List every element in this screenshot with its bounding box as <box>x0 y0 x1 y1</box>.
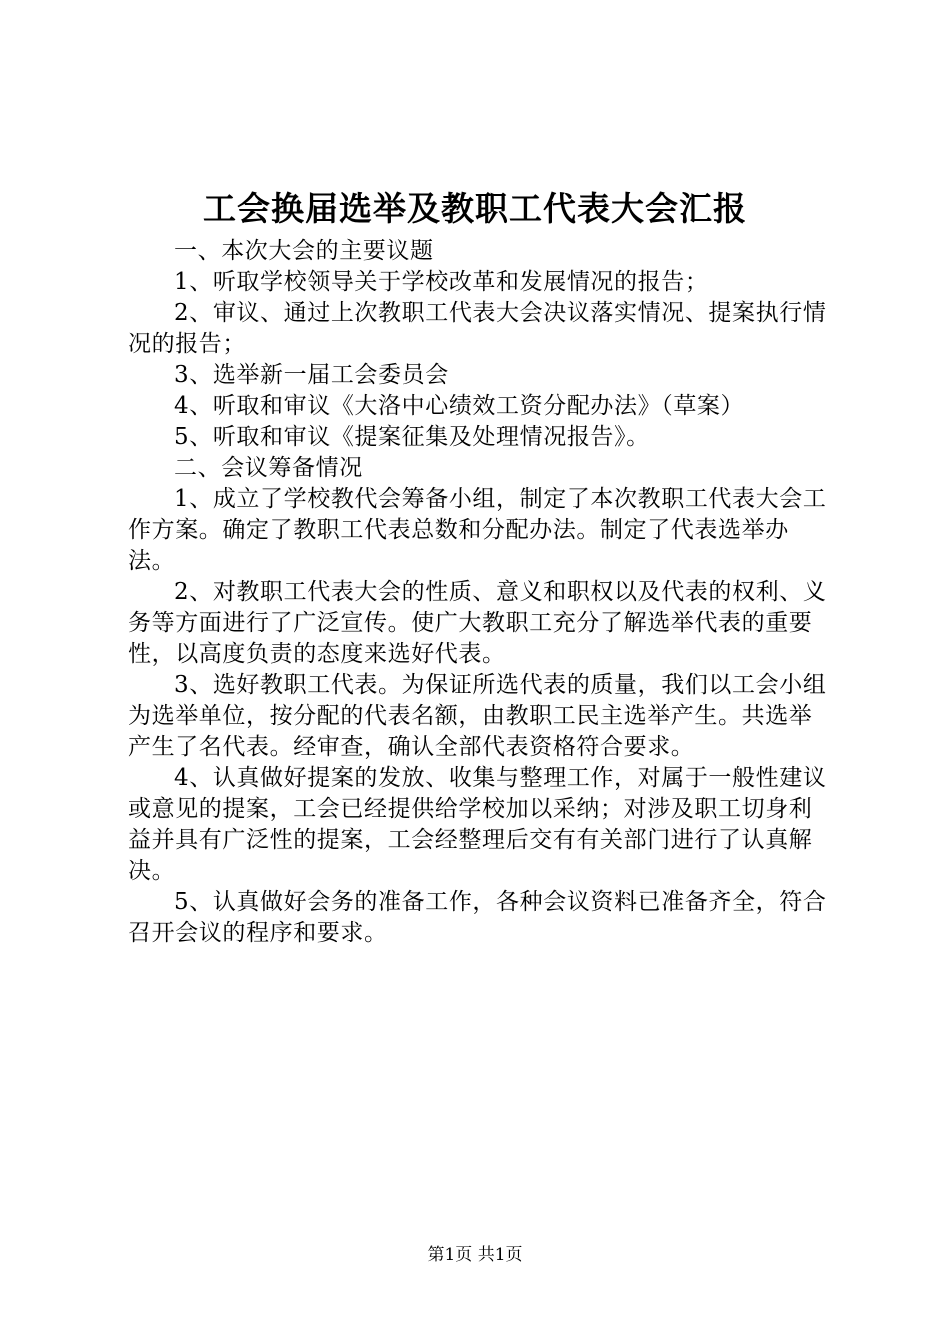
agenda-item-5: 5、听取和审议《提案征集及处理情况报告》。 <box>174 424 650 450</box>
preparation-item-2: 2、对教职工代表大会的性质、意义和职权以及代表的权利、义务等方面进行了广泛宣传。使广大教职工充分了解选举代表的重要性，以高度负责的态度来选好代表。 <box>128 579 827 667</box>
document-title: 工会换届选举及教职工代表大会汇报 <box>203 189 747 228</box>
preparation-item-4: 4、认真做好提案的发放、收集与整理工作，对属于一般性建议或意见的提案，工会已经提供给学校加以采纳；对涉及职工切身利益并具有广泛性的提案，工会经整理后交有有关部门进行了认真解决。 <box>128 765 827 884</box>
section-heading-1: 一、本次大会的主要议题 <box>174 238 434 264</box>
agenda-item-3: 3、选举新一届工会委员会 <box>174 362 449 388</box>
agenda-item-2: 2、审议、通过上次教职工代表大会决议落实情况、提案执行情况的报告； <box>128 300 827 357</box>
agenda-item-4: 4、听取和审议《大洛中心绩效工资分配办法》（草案） <box>174 393 745 419</box>
page-number-footer: 第1页 共1页 <box>427 1245 523 1265</box>
preparation-item-5: 5、认真做好会务的准备工作，各种会议资料已准备齐全，符合召开会议的程序和要求。 <box>128 889 827 946</box>
preparation-item-1: 1、成立了学校教代会筹备小组，制定了本次教职工代表大会工作方案。确定了教职工代表总数和分配办法。制定了代表选举办法。 <box>128 486 827 574</box>
agenda-item-1: 1、听取学校领导关于学校改革和发展情况的报告； <box>174 269 709 295</box>
section-heading-2: 二、会议筹备情况 <box>174 455 363 481</box>
document-body <box>128 236 828 949</box>
preparation-item-3: 3、选好教职工代表。为保证所选代表的质量，我们以工会小组为选举单位，按分配的代表名额，由教职工民主选举产生。共选举产生了名代表。经审查，确认全部代表资格符合要求。 <box>128 672 827 760</box>
